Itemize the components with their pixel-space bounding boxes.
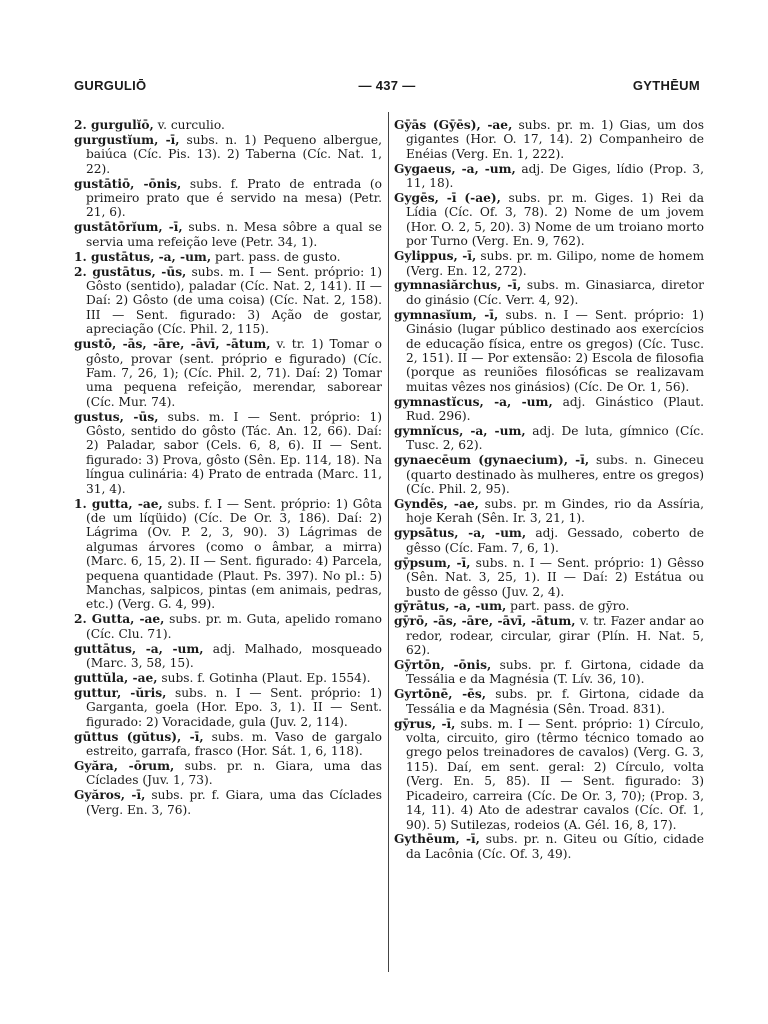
dictionary-entry	[74, 133, 382, 176]
entry-definition: subs. m. I — Sent. próprio: 1) Gôsto, sentido do gôsto (Tác. An. 12, 66). Daí: 2) Paladar, sabor (Cels. 6, 8, 6). II — Sent. figurado: 3) Prova, gôsto (Sên. Ep. 114, 18). Na língua culinária: 4) Prato de entrada (Marc. 11, 31, 4).	[86, 409, 382, 496]
entry-headword: 2. gustātus, -ūs,	[74, 264, 187, 279]
dictionary-entry	[394, 424, 704, 453]
dictionary-entry	[394, 308, 704, 394]
entry-definition: subs. pr. m. Guta, apelido romano (Cíc. Clu. 71).	[86, 612, 382, 641]
entry-definition: v. tr. Fazer andar ao redor, rodear, circular, girar (Plín. H. Nat. 5, 62).	[406, 614, 704, 658]
entry-definition: subs. n. I — Sent. próprio: 1) Gêsso (Sên. Nat. 3, 25, 1). II — Daí: 2) Estátua ou busto de gêsso (Juv. 2, 4).	[406, 555, 704, 599]
left-column	[74, 118, 382, 968]
dictionary-entry	[394, 278, 704, 307]
dictionary-entry	[394, 395, 704, 424]
entry-headword: gustātiō, -ōnis,	[74, 176, 182, 191]
entry-headword: Gyăra, -ōrum,	[74, 758, 175, 773]
entry-definition: subs. f. Gotinha (Plaut. Ep. 1554).	[157, 670, 371, 685]
entry-headword: Gȳrtōn, -ōnis,	[394, 658, 492, 673]
entry-headword: guttātus, -a, -um,	[74, 641, 204, 656]
dictionary-entry	[74, 497, 382, 612]
entry-headword: Gyndēs, -ae,	[394, 497, 479, 512]
entry-definition: subs. m. Vaso de gargalo estreito, garrafa, frasco (Hor. Sát. 1, 6, 118).	[86, 729, 382, 758]
entry-headword: 1. gustātus, -a, -um,	[74, 249, 212, 264]
dictionary-entry	[74, 410, 382, 496]
entry-definition: subs. pr. n. Giara, uma das Cíclades (Juv. 1, 73).	[86, 758, 382, 788]
entry-definition: subs. n. 1) Pequeno albergue, baiúca (Cíc. Pis. 13). 2) Taberna (Cíc. Nat. 1, 22).	[86, 132, 382, 176]
dictionary-entry	[74, 337, 382, 409]
entry-definition: subs. n. I — Sent. próprio: 1) Ginásio (lugar público destinado aos exercícios de educação física, entre os gregos) (Cíc. Tusc. 2, 151). II — Por extensão: 2) Escola de filosofia (porque as reuniões filosóficas se realizavam muitas vêzes nos ginásios) (Cíc. De Or. 1, 56).	[406, 307, 704, 394]
entry-headword: 2. gurgulĭō,	[74, 118, 154, 132]
entry-definition: adj. De luta, gímnico (Cíc. Tusc. 2, 62).	[406, 424, 704, 453]
entry-headword: gȳpsum, -ī,	[394, 555, 471, 570]
entry-definition: subs. pr. f. Giara, uma das Cíclades (Verg. En. 3, 76).	[86, 788, 382, 817]
dictionary-entry	[394, 162, 704, 191]
entry-headword: Gyăros, -ī,	[74, 788, 146, 803]
entry-definition: subs. n. Gineceu (quarto destinado às mulheres, entre os gregos) (Cíc. Phil. 2, 95).	[406, 453, 704, 497]
dictionary-entry	[74, 730, 382, 759]
dictionary-entry	[394, 497, 704, 526]
dictionary-entry	[74, 220, 382, 249]
page-header	[74, 78, 700, 98]
entry-definition: subs. pr. n. Giteu ou Gítio, cidade da Lacônia (Cíc. Of. 3, 49).	[406, 832, 704, 861]
entry-definition: subs. pr. m. 1) Gias, um dos gigantes (Hor. O. 17, 14). 2) Companheiro de Enéias (Verg. En. 1, 222).	[406, 118, 704, 161]
entry-headword: Gyrtōnē, -ēs,	[394, 687, 487, 702]
dictionary-entry	[74, 177, 382, 220]
entry-headword: guttŭla, -ae,	[74, 670, 158, 685]
dictionary-entry	[394, 526, 704, 555]
entry-headword: gȳrō, -ās, -āre, -āvī, -ātum,	[394, 614, 576, 629]
entry-definition: adj. De Giges, lídio (Prop. 3, 11, 18).	[406, 161, 704, 191]
dictionary-entry	[394, 717, 704, 832]
entry-headword: Gythēum, -ī,	[394, 832, 480, 847]
dictionary-entry	[74, 759, 382, 788]
dictionary-entry	[74, 250, 382, 264]
entry-definition: adj. Gessado, coberto de gêsso (Cíc. Fam. 7, 6, 1).	[406, 526, 704, 555]
entry-definition: subs. n. Mesa sôbre a qual se servia uma refeição leve (Petr. 34, 1).	[86, 220, 382, 249]
entry-definition: v. curculio.	[153, 118, 225, 132]
dictionary-entry	[74, 118, 382, 132]
entry-headword: gȳrus, -ī,	[394, 716, 456, 731]
entry-headword: guttur, -ŭris,	[74, 685, 167, 700]
column-divider	[388, 112, 389, 972]
entry-headword: gustus, -ūs,	[74, 409, 159, 424]
entry-definition: subs. m. Ginasiarca, diretor do ginásio (Cíc. Verr. 4, 92).	[406, 278, 704, 307]
dictionary-entry	[394, 614, 704, 657]
entry-headword: Gylippus, -ī,	[394, 249, 477, 264]
entry-headword: gustō, -ās, -āre, -āvī, -ātum,	[74, 337, 271, 352]
dictionary-entry	[394, 453, 704, 496]
dictionary-entry	[74, 612, 382, 641]
entry-headword: 1. gutta, -ae,	[74, 496, 163, 511]
dictionary-entry	[394, 599, 704, 613]
entry-definition: subs. pr. f. Girtona, cidade da Tessália e da Magnésia (T. Lív. 36, 10).	[406, 658, 704, 687]
entry-headword: gurgustĭum, -ī,	[74, 132, 180, 147]
entry-headword: gypsātus, -a, -um,	[394, 526, 527, 541]
entry-definition: v. tr. 1) Tomar o gôsto, provar (sent. próprio e figurado) (Cíc. Fam. 7, 26, 1); (Cíc. Phil. 2, 71). Daí: 2) Tomar uma pequena refeição, merendar, saborear (Cíc. Mur. 74).	[86, 337, 382, 409]
entry-definition: adj. Malhado, mosqueado (Marc. 3, 58, 15).	[86, 641, 382, 671]
entry-definition: part. pass. de gusto.	[211, 249, 341, 264]
entry-headword: gȳrātus, -a, -um,	[394, 599, 507, 614]
entry-headword: gustātōrĭum, -ī,	[74, 220, 183, 235]
entry-definition: subs. pr. m. Giges. 1) Rei da Lídia (Cíc. Of. 3, 78). 2) Nome de um jovem (Hor. O. 2, 5, 20). 3) Nome de um troiano morto por Turno (Verg. En. 9, 762).	[406, 191, 704, 249]
entry-definition: subs. pr. m. Gilipo, nome de homem (Verg. En. 12, 272).	[406, 249, 704, 278]
dictionary-entry	[394, 556, 704, 599]
entry-headword: gymnasĭum, -ī,	[394, 307, 499, 322]
dictionary-entry	[394, 687, 704, 716]
running-head-left: GURGULIŌ	[74, 78, 147, 93]
running-head-right: GYTHĒUM	[632, 78, 700, 93]
dictionary-entry	[394, 118, 704, 161]
entry-definition: subs. f. I — Sent. próprio: 1) Gôta (de um líqüido) (Cíc. De Or. 3, 186). Daí: 2) Lágrima (Ov. P. 2, 3, 90). 3) Lágrimas de algumas árvores (como o âmbar, a mirra) (Marc. 6, 15, 2). II — Sent. figurado: 4) Parcela, pequena quantidade (Plaut. Ps. 397). No pl.: 5) Manchas, salpicos, pintas (em animais, pedras, etc.) (Verg. G. 4, 99).	[86, 496, 382, 612]
entry-headword: gynaecēum (gynaecium), -ī,	[394, 453, 590, 468]
entry-headword: 2. Gutta, -ae,	[74, 612, 165, 627]
entry-definition: subs. pr. m Gindes, rio da Assíria, hoje Kerah (Sên. Ir. 3, 21, 1).	[406, 497, 704, 526]
dictionary-entry	[74, 788, 382, 817]
dictionary-entry	[394, 191, 704, 249]
entry-headword: Gȳās (Gȳēs), -ae,	[394, 118, 513, 132]
right-column	[394, 118, 704, 968]
entry-headword: gymnastĭcus, -a, -um,	[394, 394, 553, 409]
dictionary-entry	[74, 686, 382, 729]
entry-definition: subs. f. Prato de entrada (o primeiro prato que é servido na mesa) (Petr. 21, 6).	[86, 176, 382, 220]
entry-headword: gymnasiărchus, -ī,	[394, 278, 522, 293]
entry-definition: subs. m. I — Sent. próprio: 1) Gôsto (sentido), paladar (Cíc. Nat. 2, 141). II — Daí: 2) Gôsto (de uma coisa) (Cíc. Nat. 2, 158). III — Sent. figurado: 3) Ação de gostar, apreciação (Cíc. Phil. 2, 115).	[86, 264, 382, 337]
dictionary-entry	[394, 249, 704, 278]
entry-definition: subs. m. I — Sent. próprio: 1) Círculo, volta, circuito, giro (têrmo técnico tomado ao grego pelos treinadores de cavalos) (Verg. G. 3, 115). Daí, em sent. geral: 2) Círculo, volta (Verg. En. 5, 85). II — Sent. figurado: 3) Picadeiro, carreira (Cíc. De Or. 3, 70); (Prop. 3, 14, 11). 4) Ato de adestrar cavalos (Cíc. Of. 1, 90). 5) Sutilezas, rodeios (A. Gél. 16, 8, 17).	[406, 716, 704, 832]
page-number: — 437 —	[358, 78, 416, 93]
entry-headword: Gygaeus, -a, -um,	[394, 161, 516, 176]
entry-definition: part. pass. de gȳro.	[506, 599, 630, 614]
entry-definition: subs. n. I — Sent. próprio: 1) Garganta, goela (Hor. Epo. 3, 1). II — Sent. figurado: 2) Voracidade, gula (Juv. 2, 114).	[86, 685, 382, 729]
dictionary-entry	[74, 265, 382, 337]
entry-headword: gūttus (gŭtus), -ī,	[74, 729, 204, 744]
entry-definition: adj. Ginástico (Plaut. Rud. 296).	[406, 394, 704, 424]
entry-headword: Gygēs, -ī (-ae),	[394, 191, 501, 206]
dictionary-entry	[74, 671, 382, 685]
dictionary-entry	[74, 642, 382, 671]
dictionary-entry	[394, 658, 704, 687]
entry-definition: subs. pr. f. Girtona, cidade da Tessália e da Magnésia (Sên. Troad. 831).	[406, 687, 704, 716]
entry-headword: gymnĭcus, -a, -um,	[394, 424, 526, 439]
dictionary-entry	[394, 832, 704, 861]
